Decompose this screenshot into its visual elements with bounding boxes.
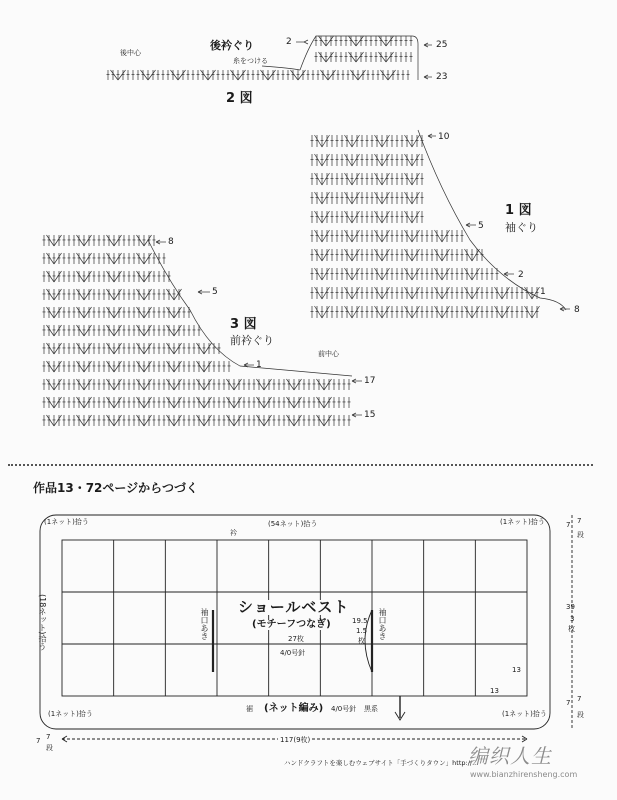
- dim-7-left-bottom-r: 7: [46, 733, 51, 741]
- collar-label: 衿: [230, 529, 237, 537]
- bottom-left-pickup: (1ネット)拾う: [48, 710, 93, 718]
- armhole-left: 袖口あき: [200, 608, 209, 640]
- diagram3-row-5: 5: [212, 287, 218, 297]
- dim-117: 117(9枚): [280, 736, 311, 744]
- top-right-pickup: (1ネット)拾う: [500, 518, 545, 526]
- dim-39: 39: [566, 603, 575, 611]
- watermark-url: www.bianzhirensheng.com: [470, 770, 578, 779]
- motif-label: (モチーフつなぎ): [252, 619, 331, 630]
- diagram3-row-15: 15: [364, 410, 376, 420]
- diagram2-neck-label: 後衿ぐり: [210, 39, 254, 52]
- stitch-lines: [43, 36, 571, 426]
- diagram3-row-8: 8: [168, 237, 174, 247]
- diagram2-row-23: 23: [436, 72, 448, 82]
- dim-7-bottom-left: 7: [566, 699, 571, 707]
- footer-text: ハンドクラフトを楽しむウェブサイト「手づくりタウン」http://...: [284, 759, 479, 767]
- diagram1-row-10: 10: [438, 132, 450, 142]
- needle-label: 4/0号針: [280, 649, 306, 657]
- dim-7-left-bottom-rows: 段: [46, 744, 53, 752]
- shawl-title: ショールベスト: [238, 598, 350, 616]
- diagram1-subtitle: 袖ぐり: [505, 221, 538, 234]
- dim-7-top-right: 7: [577, 517, 582, 525]
- diagram2-title: 2 図: [226, 91, 253, 106]
- diagram2-row-2: 2: [286, 37, 292, 47]
- diagram1-row-8: 8: [574, 305, 580, 315]
- section-heading: 作品13・72ページからつづく: [33, 481, 199, 495]
- dim-7-bottom-right: 7: [577, 695, 582, 703]
- dim-39-unit: 枚: [568, 625, 575, 633]
- diagram3-row-17: 17: [364, 376, 376, 386]
- diagram1-row-5: 5: [478, 221, 484, 231]
- left-side-pickup: (18ネット)拾う: [38, 594, 47, 651]
- armhole-dim2: 1.5: [356, 627, 368, 635]
- section-divider: [8, 464, 593, 466]
- hem-label: 裾: [246, 705, 253, 713]
- diagram1-row-2: 2: [518, 270, 524, 280]
- dim-7-bottom-rows: 段: [577, 711, 584, 719]
- hem-yarn: 黒系: [364, 705, 378, 713]
- armhole-dim3: 枚: [358, 637, 365, 645]
- diagram3-subtitle: 前衿ぐり: [230, 334, 274, 347]
- diagram1-row-1: 1: [540, 287, 546, 297]
- dim-7-left-bottom: 7: [36, 737, 41, 745]
- watermark-logo: 编织人生: [468, 744, 552, 768]
- diagram1-title: 1 図: [505, 203, 532, 218]
- dim-39-count: 3: [570, 615, 575, 623]
- armhole-right: 袖口あき: [378, 608, 387, 640]
- right-13-bottom: 13: [490, 687, 499, 695]
- bottom-right-pickup: (1ネット)拾う: [502, 710, 547, 718]
- dim-7-top-rows: 段: [577, 531, 584, 539]
- top-left-pickup: (1ネット)拾う: [44, 518, 89, 526]
- hem-needle: 4/0号針: [331, 705, 357, 713]
- diagram2-center-back: 後中心: [120, 49, 141, 57]
- dim-7-top-left: 7: [566, 521, 571, 529]
- right-13-top: 13: [512, 666, 521, 674]
- diagram2-row-25: 25: [436, 40, 448, 50]
- count-label: 27枚: [288, 635, 304, 643]
- diagram3-center-front: 前中心: [318, 350, 339, 358]
- top-center-pickup: (54ネット)拾う: [268, 520, 318, 528]
- armhole-dim: 19.5: [352, 617, 368, 625]
- diagram3-row-1: 1: [256, 360, 262, 370]
- diagram3-title: 3 図: [230, 317, 257, 332]
- diagram2-join-yarn: 糸をつける: [233, 57, 268, 65]
- hem-pattern: (ネット編み): [264, 703, 324, 714]
